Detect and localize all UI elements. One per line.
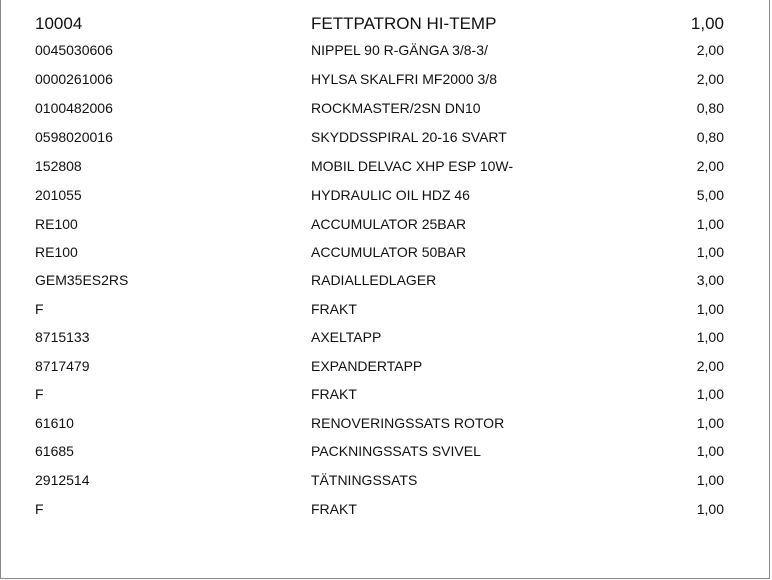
article-quantity: 2,00 xyxy=(696,71,724,87)
article-description: FRAKT xyxy=(311,501,357,517)
article-description: HYDRAULIC OIL HDZ 46 xyxy=(311,187,470,203)
article-quantity: 1,00 xyxy=(696,501,724,517)
list-item xyxy=(1,325,769,349)
article-quantity: 1,00 xyxy=(696,443,724,459)
article-description: PACKNINGSSATS SVIVEL xyxy=(311,443,481,459)
article-quantity: 1,00 xyxy=(696,415,724,431)
article-code: 152808 xyxy=(35,158,82,174)
article-quantity: 2,00 xyxy=(696,358,724,374)
article-description: FRAKT xyxy=(311,301,357,317)
list-item xyxy=(1,154,769,178)
article-description: ROCKMASTER/2SN DN10 xyxy=(311,100,481,116)
article-description: RADIALLEDLAGER xyxy=(311,272,437,288)
article-quantity: 0,80 xyxy=(696,100,724,116)
article-code: 0100482006 xyxy=(35,100,113,116)
article-code: RE100 xyxy=(35,244,78,260)
article-quantity: 1,00 xyxy=(690,14,724,33)
article-quantity: 1,00 xyxy=(696,301,724,317)
article-code: 0045030606 xyxy=(35,42,113,58)
list-item xyxy=(1,38,769,62)
list-item xyxy=(1,297,769,321)
article-description: TÄTNINGSSATS xyxy=(311,472,418,488)
article-description: FRAKT xyxy=(311,386,357,402)
article-quantity: 3,00 xyxy=(696,272,724,288)
list-item xyxy=(1,96,769,120)
list-item xyxy=(1,240,769,264)
article-code: 0598020016 xyxy=(35,129,113,145)
list-item xyxy=(1,183,769,207)
article-code: RE100 xyxy=(35,216,78,232)
article-code: 8715133 xyxy=(35,329,90,345)
list-item xyxy=(1,411,769,435)
article-quantity: 1,00 xyxy=(696,244,724,260)
article-code: F xyxy=(35,301,44,317)
list-item xyxy=(1,468,769,492)
article-description: SKYDDSSPIRAL 20-16 SVART xyxy=(311,129,507,145)
article-quantity: 1,00 xyxy=(696,386,724,402)
list-item xyxy=(1,497,769,521)
article-description: NIPPEL 90 R-GÄNGA 3/8-3/ xyxy=(311,42,488,58)
article-code: 0000261006 xyxy=(35,71,113,87)
article-quantity: 1,00 xyxy=(696,216,724,232)
list-item xyxy=(1,354,769,378)
article-code: F xyxy=(35,501,44,517)
article-quantity: 2,00 xyxy=(696,158,724,174)
article-code: 61685 xyxy=(35,443,74,459)
article-code: 201055 xyxy=(35,187,82,203)
list-item xyxy=(1,268,769,292)
list-item xyxy=(1,12,769,36)
article-description: MOBIL DELVAC XHP ESP 10W- xyxy=(311,158,514,174)
article-code: GEM35ES2RS xyxy=(35,272,129,288)
article-quantity: 5,00 xyxy=(696,187,724,203)
article-description: RENOVERINGSSATS ROTOR xyxy=(311,415,505,431)
article-quantity: 1,00 xyxy=(696,472,724,488)
article-code: 10004 xyxy=(35,14,83,33)
article-code: F xyxy=(35,386,44,402)
article-code: 61610 xyxy=(35,415,74,431)
article-quantity: 2,00 xyxy=(696,42,724,58)
article-description: ACCUMULATOR 25BAR xyxy=(311,216,467,232)
list-item xyxy=(1,125,769,149)
article-code: 8717479 xyxy=(35,358,90,374)
article-code: 2912514 xyxy=(35,472,90,488)
article-description: ACCUMULATOR 50BAR xyxy=(311,244,467,260)
article-quantity: 0,80 xyxy=(696,129,724,145)
article-description: HYLSA SKALFRI MF2000 3/8 xyxy=(311,71,497,87)
list-item xyxy=(1,212,769,236)
article-description: AXELTAPP xyxy=(311,329,382,345)
article-quantity: 1,00 xyxy=(696,329,724,345)
article-description: EXPANDERTAPP xyxy=(311,358,423,374)
list-item xyxy=(1,67,769,91)
list-item xyxy=(1,382,769,406)
article-description: FETTPATRON HI-TEMP xyxy=(311,14,497,33)
list-item xyxy=(1,439,769,463)
